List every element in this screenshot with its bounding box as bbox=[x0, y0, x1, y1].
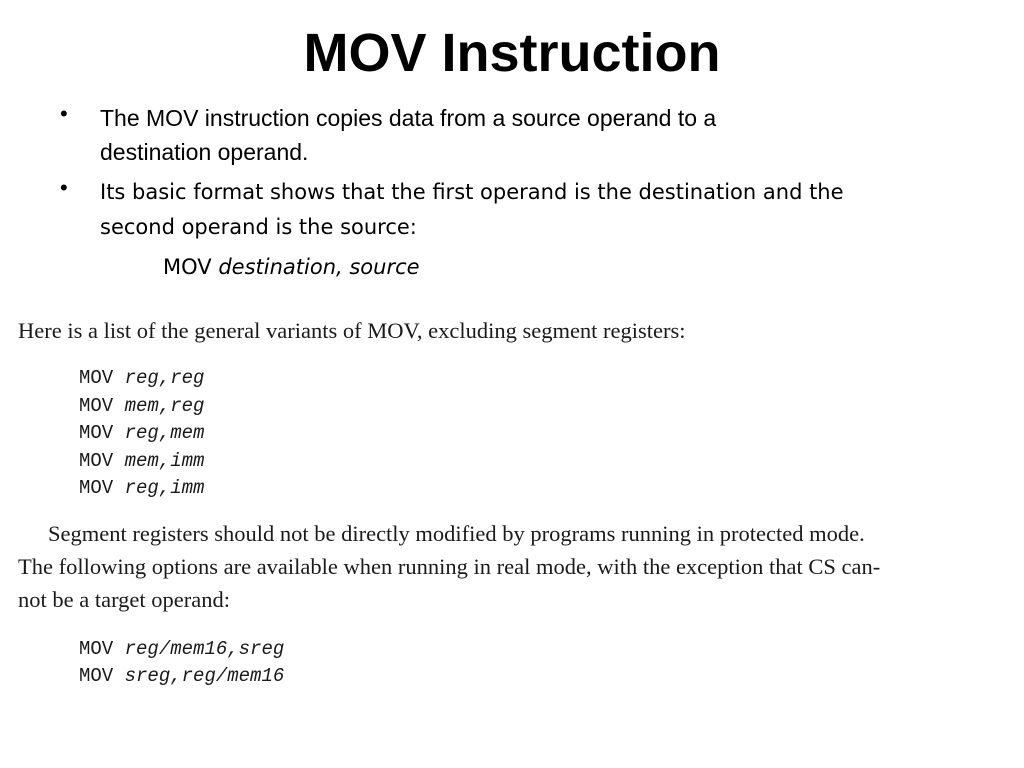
code-line bbox=[79, 636, 988, 664]
code-line bbox=[79, 475, 988, 503]
slide-title: MOV Instruction bbox=[303, 23, 721, 83]
code-mnemonic: MOV bbox=[79, 477, 114, 499]
segment-register-note bbox=[18, 517, 988, 616]
bullet-marker: • bbox=[60, 101, 68, 126]
segment-variants-code bbox=[79, 636, 988, 691]
bullet-item bbox=[60, 175, 960, 245]
code-line bbox=[79, 448, 988, 476]
code-operands: mem,reg bbox=[124, 394, 205, 417]
mov-format-syntax bbox=[163, 252, 420, 282]
code-line bbox=[79, 365, 988, 393]
code-mnemonic: MOV bbox=[79, 367, 114, 389]
note-line: Segment registers should not be directly modified by programs running in protected mode. bbox=[48, 520, 865, 546]
code-mnemonic: MOV bbox=[79, 449, 114, 472]
bullet-item bbox=[60, 101, 960, 169]
bullet-line: The MOV instruction copies data from a source operand to a bbox=[100, 105, 717, 131]
format-operands: destination, source bbox=[218, 255, 420, 279]
bullet-text bbox=[100, 175, 960, 245]
bullet-line: destination operand. bbox=[100, 139, 309, 165]
code-operands: reg,mem bbox=[124, 422, 205, 444]
excerpt-intro: Here is a list of the general variants of MOV, excluding segment registers: bbox=[18, 318, 686, 343]
code-operands: reg,reg bbox=[124, 367, 205, 389]
code-line bbox=[79, 393, 988, 421]
note-line: The following options are available when running in real mode, with the exception that CS can- bbox=[18, 553, 881, 579]
bullet-marker: • bbox=[60, 175, 68, 200]
code-line bbox=[79, 663, 988, 691]
code-operands: reg,imm bbox=[124, 477, 205, 499]
format-mnemonic: MOV bbox=[163, 255, 212, 279]
code-operands: reg/mem16,sreg bbox=[124, 637, 285, 660]
code-operands: sreg,reg/mem16 bbox=[124, 665, 285, 687]
note-line: not be a target operand: bbox=[18, 586, 231, 612]
bullet-text bbox=[100, 101, 960, 169]
book-excerpt bbox=[18, 314, 988, 691]
code-operands: mem,imm bbox=[124, 449, 205, 472]
code-mnemonic: MOV bbox=[79, 422, 114, 444]
mov-variants-code bbox=[79, 365, 988, 503]
bullet-line: second operand is the source: bbox=[100, 215, 417, 239]
code-mnemonic: MOV bbox=[79, 665, 114, 687]
bullet-line: Its basic format shows that the first operand is the destination and the bbox=[100, 180, 844, 204]
code-mnemonic: MOV bbox=[79, 394, 114, 417]
code-line bbox=[79, 420, 988, 448]
code-mnemonic: MOV bbox=[79, 637, 114, 660]
